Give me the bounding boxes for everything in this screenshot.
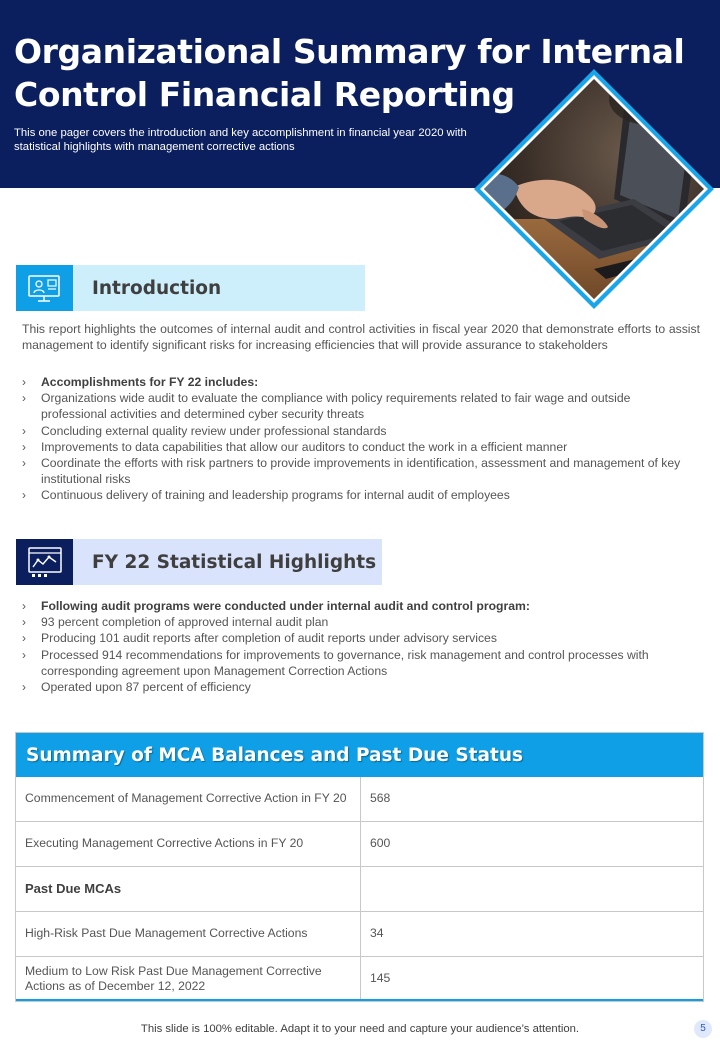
table-row xyxy=(16,957,703,1002)
table-cell-value: 145 xyxy=(361,957,704,1002)
table-cell-label: High-Risk Past Due Management Corrective Actions xyxy=(16,912,361,957)
table-row xyxy=(16,777,703,822)
table-row xyxy=(16,867,703,912)
highlights-list xyxy=(22,598,698,695)
list-item: › Accomplishments for FY 22 includes: xyxy=(22,375,259,389)
presentation-screen-icon xyxy=(27,273,63,303)
introduction-icon-box xyxy=(16,265,73,311)
list-item: › Coordinate the efforts with risk partners to provide improvements in identification, assessment and management of key institutional risks xyxy=(22,456,681,487)
introduction-heading: Introduction xyxy=(73,265,365,311)
table-cell-label: Medium to Low Risk Past Due Management Corrective Actions as of December 12, 2022 xyxy=(16,957,361,1002)
mca-table-title: Summary of MCA Balances and Past Due Status xyxy=(16,733,703,777)
mca-table xyxy=(16,777,703,1001)
table-cell-value: 34 xyxy=(361,912,704,957)
analytics-dashboard-icon xyxy=(27,546,63,578)
table-cell-value: 568 xyxy=(370,791,391,806)
introduction-paragraph: This report highlights the outcomes of internal audit and control activities in fiscal year 2020 that demonstrate efforts to assist management to identify significant risks for increasing efficiencies that will provide assurance to stakeholders xyxy=(22,322,700,353)
laptop-photo-diamond xyxy=(474,69,714,309)
list-item: › Improvements to data capabilities that allow our auditors to conduct the work in a efficient manner xyxy=(22,439,568,454)
page-title: Organizational Summary for Internal Control Financial Reporting xyxy=(14,32,685,114)
table-row xyxy=(16,822,703,867)
table-cell-label: Executing Management Corrective Actions in FY 20 xyxy=(16,822,361,867)
table-cell-label: Commencement of Management Corrective Action in FY 20 xyxy=(16,777,361,822)
highlights-icon-box xyxy=(16,539,73,585)
page-subtitle: This one pager covers the introduction and key accomplishment in financial year 2020 with statistical highlights with management corrective actions xyxy=(14,127,467,153)
page-number-badge: 5 xyxy=(694,1020,712,1038)
list-item: › Following audit programs were conducted under internal audit and control program: xyxy=(22,599,530,613)
list-item: › Producing 101 audit reports after completion of audit reports under advisory services xyxy=(22,631,497,646)
list-item: › Organizations wide audit to evaluate the compliance with policy requirements related to fair wage and outside professional activities and determined cyber security threats xyxy=(22,391,631,422)
list-item: › 93 percent completion of approved internal audit plan xyxy=(22,615,329,630)
table-cell-value xyxy=(361,867,704,912)
mca-summary-table xyxy=(15,732,704,1002)
table-cell-label: Past Due MCAs xyxy=(16,867,361,912)
highlights-heading: FY 22 Statistical Highlights xyxy=(73,539,382,585)
table-cell-value: 600 xyxy=(361,822,704,867)
footer-note: This slide is 100% editable. Adapt it to your need and capture your audience’s attention. xyxy=(140,1023,580,1035)
list-item: › Processed 914 recommendations for improvements to governance, risk management and control processes with corresponding agreement upon Management Correction Actions xyxy=(22,647,649,678)
accomplishments-list xyxy=(22,374,698,504)
list-item: › Operated upon 87 percent of efficiency xyxy=(22,680,251,695)
list-item: › Continuous delivery of training and leadership programs for internal audit of employees xyxy=(22,488,510,503)
list-item: › Concluding external quality review under professional standards xyxy=(22,423,387,438)
table-row xyxy=(16,912,703,957)
table-bottom-accent xyxy=(16,999,703,1001)
